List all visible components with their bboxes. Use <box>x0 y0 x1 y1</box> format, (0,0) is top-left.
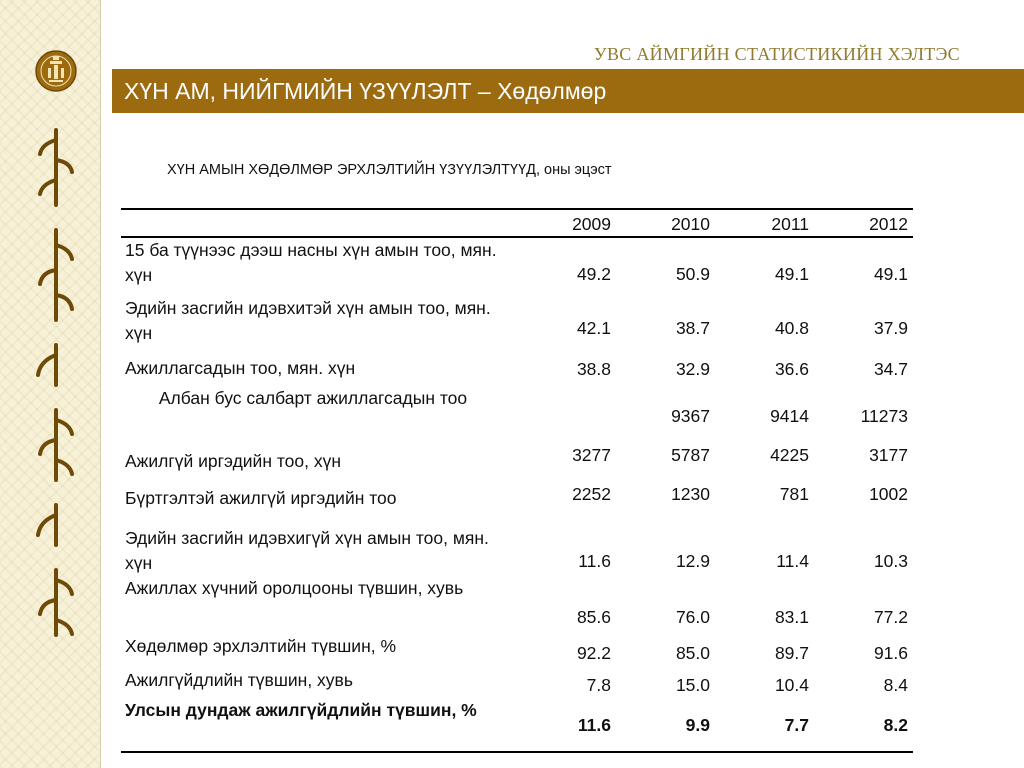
cell-value: 49.1 <box>873 264 908 284</box>
cell-value: 40.8 <box>774 318 809 338</box>
cell-value: 11.4 <box>776 551 809 571</box>
mongolian-script-icon <box>30 120 82 640</box>
row-label: Бүртгэлтэй ажилгүй иргэдийн тоо <box>125 488 397 508</box>
cell-value: 4225 <box>770 445 809 465</box>
cell-value: 1002 <box>869 484 908 504</box>
table-row-national-average <box>121 698 913 752</box>
row-label: Албан бус салбарт ажиллагсадын тоо <box>158 388 468 408</box>
cell-value: 49.2 <box>576 264 611 284</box>
cell-value: 3277 <box>572 445 611 465</box>
row-label: 15 ба түүнээс дээш насны хүн амын тоо, мян. хүн <box>125 240 497 285</box>
table-row <box>121 442 913 480</box>
cell-value: 38.7 <box>675 318 710 338</box>
sidebar <box>0 0 101 768</box>
cell-value: 85.0 <box>675 643 710 663</box>
table-row <box>121 237 913 293</box>
data-table-container <box>121 208 913 753</box>
cell-value: 49.1 <box>774 264 809 284</box>
year-header: 2010 <box>671 213 710 234</box>
cell-value: 36.6 <box>774 359 809 379</box>
table-caption: ХҮН АМЫН ХӨДӨЛМӨР ЭРХЛЭЛТИЙН ҮЗҮҮЛЭЛТҮҮД, оны эцэст <box>167 162 612 178</box>
row-label: Хөдөлмөр эрхлэлтийн түвшин, % <box>125 636 397 656</box>
table-row <box>121 386 913 442</box>
table-row <box>121 632 913 668</box>
table-row <box>121 518 913 576</box>
table-row <box>121 576 913 632</box>
cell-value: 42.1 <box>576 318 611 338</box>
cell-value: 9414 <box>770 406 809 426</box>
table-row <box>121 353 913 386</box>
cell-value: 2252 <box>572 484 611 504</box>
cell-value: 12.9 <box>675 551 710 571</box>
cell-value: 38.8 <box>576 359 611 379</box>
cell-value: 37.9 <box>873 318 908 338</box>
header-blank-cell <box>121 209 517 237</box>
cell-value: 91.6 <box>873 643 908 663</box>
year-header: 2012 <box>869 213 908 234</box>
labour-indicators-table <box>121 208 913 753</box>
organization-title: УВС АЙМГИЙН СТАТИСТИКИЙН ХЭЛТЭС <box>593 44 960 64</box>
cell-value: 77.2 <box>873 607 908 627</box>
cell-value: 11273 <box>860 406 908 426</box>
title-bar <box>112 69 1024 113</box>
cell-value: 76.0 <box>675 607 710 627</box>
cell-value: 32.9 <box>675 359 710 379</box>
cell-value: 10.4 <box>774 675 809 695</box>
row-label: Улсын дундаж ажилгүйдлийн түвшин, % <box>125 700 477 720</box>
cell-value: 9367 <box>671 406 710 426</box>
cell-value: 5787 <box>671 445 710 465</box>
cell-value: 9.9 <box>685 715 710 735</box>
cell-value: 781 <box>779 484 809 504</box>
row-label: Эдийн засгийн идэвхитэй хүн амын тоо, мян. хүн <box>125 298 491 343</box>
year-header: 2011 <box>771 213 809 234</box>
table-header-row <box>121 209 913 237</box>
cell-value: 8.4 <box>883 675 908 695</box>
cell-value <box>517 386 616 442</box>
table-row <box>121 480 913 518</box>
year-header: 2009 <box>572 213 611 234</box>
cell-value: 3177 <box>869 445 908 465</box>
row-label: Ажиллагсадын тоо, мян. хүн <box>125 358 356 378</box>
cell-value: 1230 <box>671 484 710 504</box>
table-row <box>121 293 913 353</box>
cell-value: 10.3 <box>873 551 908 571</box>
page-title: ХҮН АМ, НИЙГМИЙН ҮЗҮҮЛЭЛТ – Хөдөлмөр <box>124 78 607 104</box>
cell-value: 83.1 <box>774 607 809 627</box>
statistics-emblem-icon <box>33 44 79 98</box>
cell-value: 34.7 <box>873 359 908 379</box>
cell-value: 11.6 <box>577 715 611 735</box>
table-row <box>121 668 913 698</box>
cell-value: 15.0 <box>675 675 710 695</box>
cell-value: 89.7 <box>774 643 809 663</box>
cell-value: 50.9 <box>675 264 710 284</box>
row-label: Ажилгүй иргэдийн тоо, хүн <box>125 451 342 471</box>
row-label: Ажилгүйдлийн түвшин, хувь <box>125 670 353 690</box>
cell-value: 85.6 <box>576 607 611 627</box>
cell-value: 92.2 <box>576 643 611 663</box>
row-label: Ажиллах хүчний оролцооны түвшин, хувь <box>125 578 464 598</box>
cell-value: 11.6 <box>578 551 611 571</box>
cell-value: 7.8 <box>586 675 611 695</box>
cell-value: 7.7 <box>784 715 809 735</box>
row-label: Эдийн засгийн идэвхигүй хүн амын тоо, мян. хүн <box>125 528 489 573</box>
cell-value: 8.2 <box>883 715 908 735</box>
